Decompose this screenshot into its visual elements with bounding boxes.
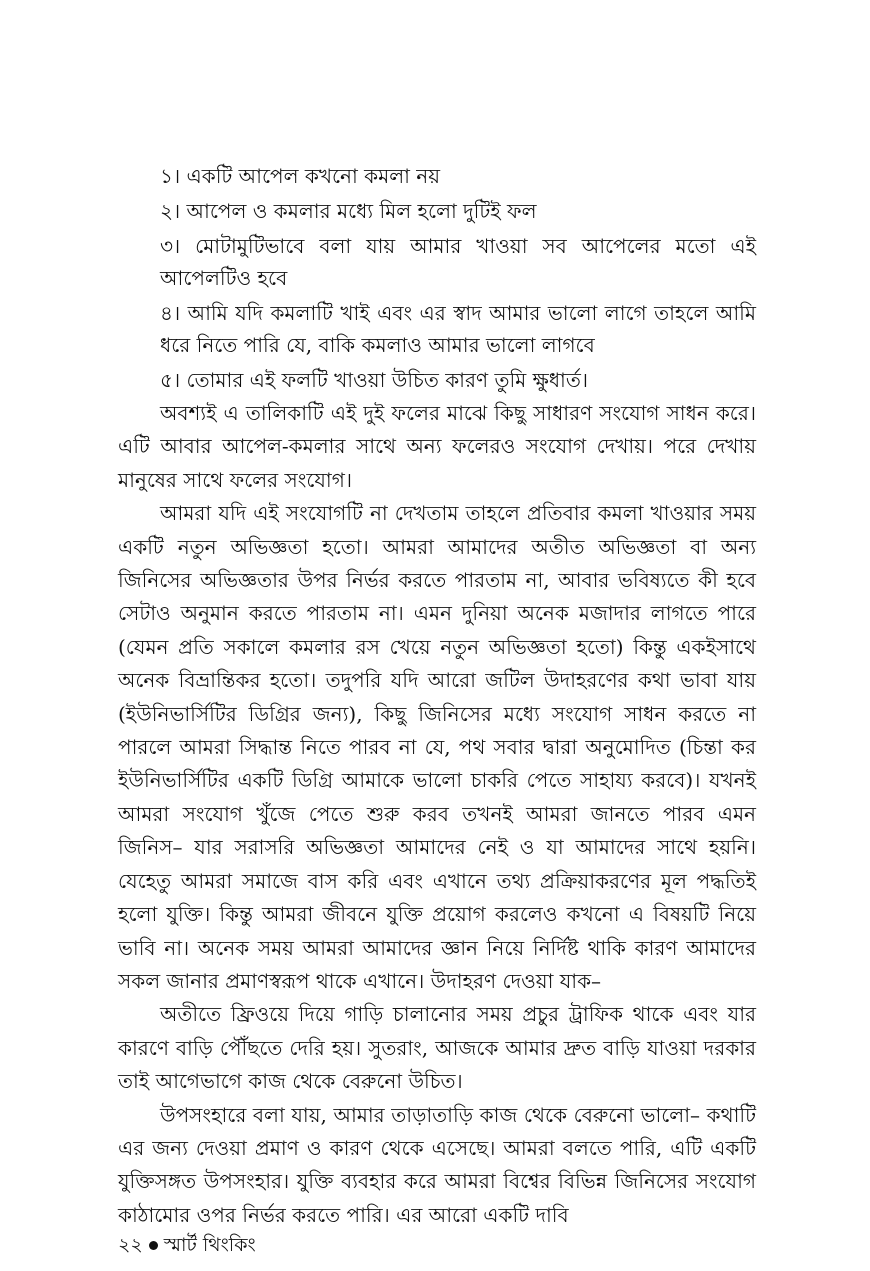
page-number: ২২ <box>118 1234 143 1256</box>
paragraph: আমরা যদি এই সংযোগটি না দেখতাম তাহলে প্রতিবার কমলা খাওয়ার সময় একটি নতুন অভিজ্ঞতা হতো। আমরা আমাদের অতীত অভিজ্ঞতা বা অন্য জিনিসের অভিজ্ঞতার উপর নির্ভর করতে পারতাম না, আবার ভবিষ্যতে কী হবে সেটাও অনুমান করতে পারতাম না। এমন দুনিয়া অনেক মজাদার লাগতে পারে (যেমন প্রতি সকালে কমলার রস খেয়ে নতুন অভিজ্ঞতা হতো) কিন্তু একইসাথে অনেক বিভ্রান্তিকর হতো। তদুপরি যদি আরো জটিল উদাহরণের কথা ভাবা যায় (ইউনিভার্সিটির ডিগ্রির জন্য), কিছু জিনিসের মধ্যে সংযোগ সাধন করতে না পারলে আমরা সিদ্ধান্ত নিতে পারব না যে, পথ সবার দ্বারা অনুমোদিত (চিন্তা কর ইউনিভার্সিটির একটি ডিগ্রি আমাকে ভালো চাকরি পেতে সাহায্য করবে)। যখনই আমরা সংযোগ খুঁজে পেতে শুরু করব তখনই আমরা জানতে পারব এমন জিনিস– যার সরাসরি অভিজ্ঞতা আমাদের নেই ও যা আমাদের সাথে হয়নি। যেহেতু আমরা সমাজে বাস করি এবং এখানে তথ্য প্রক্রিয়াকরণের মূল পদ্ধতিই হলো যুক্তি। কিন্তু আমরা জীবনে যুক্তি প্রয়োগ করলেও কখনো এ বিষয়টি নিয়ে ভাবি না। অনেক সময় আমরা আমাদের জ্ঞান নিয়ে নির্দিষ্ট থাকি কারণ আমাদের সকল জানার প্রমাণস্বরূপ থাকে এখানে। উদাহরণ দেওয়া যাক– <box>118 501 756 993</box>
list-item: ৪। আমি যদি কমলাটি খাই এবং এর স্বাদ আমার ভালো লাগে তাহলে আমি ধরে নিতে পারি যে, বাকি কমলাও আমার ভালো লাগবে <box>160 301 756 357</box>
list-item: ১। একটি আপেল কখনো কমলা নয় <box>160 164 441 188</box>
page-footer <box>118 1232 256 1258</box>
body-text <box>118 397 756 1232</box>
list-item: ৫। তোমার এই ফলটি খাওয়া উচিত কারণ তুমি ক্ষুধার্ত। <box>160 368 588 392</box>
book-title: স্মার্ট থিংকিং <box>163 1234 256 1256</box>
numbered-list <box>160 160 756 399</box>
paragraph: অতীতে ফ্রিওয়ে দিয়ে গাড়ি চালানোর সময় প্রচুর ট্রাফিক থাকে এবং যার কারণে বাড়ি পৌঁছতে দেরি হয়। সুতরাং, আজকে আমার দ্রুত বাড়ি যাওয়া দরকার তাই আগেভাগে কাজ থেকে বেরুনো উচিত। <box>118 1002 756 1094</box>
list-item: ৩। মোটামুটিভাবে বলা যায় আমার খাওয়া সব আপেলের মতো এই আপেলটিও হবে <box>160 234 756 290</box>
list-item: ২। আপেল ও কমলার মধ্যে মিল হলো দুটিই ফল <box>160 199 537 223</box>
bullet-icon <box>149 1241 158 1250</box>
paragraph: অবশ্যই এ তালিকাটি এই দুই ফলের মাঝে কিছু সাধারণ সংযোগ সাধন করে। এটি আবার আপেল-কমলার সাথে অন্য ফলেরও সংযোগ দেখায়। পরে দেখায় মানুষের সাথে ফলের সংযোগ। <box>118 401 756 492</box>
paragraph: উপসংহারে বলা যায়, আমার তাড়াতাড়ি কাজ থেকে বেরুনো ভালো– কথাটি এর জন্য দেওয়া প্রমাণ ও কারণ থেকে এসেছে। আমরা বলতে পারি, এটি একটি যুক্তিসঙ্গত উপসংহার। যুক্তি ব্যবহার করে আমরা বিশ্বের বিভিন্ন জিনিসের সংযোগ কাঠামোর ওপর নির্ভর করতে পারি। এর আরো একটি দাবি <box>118 1102 756 1227</box>
